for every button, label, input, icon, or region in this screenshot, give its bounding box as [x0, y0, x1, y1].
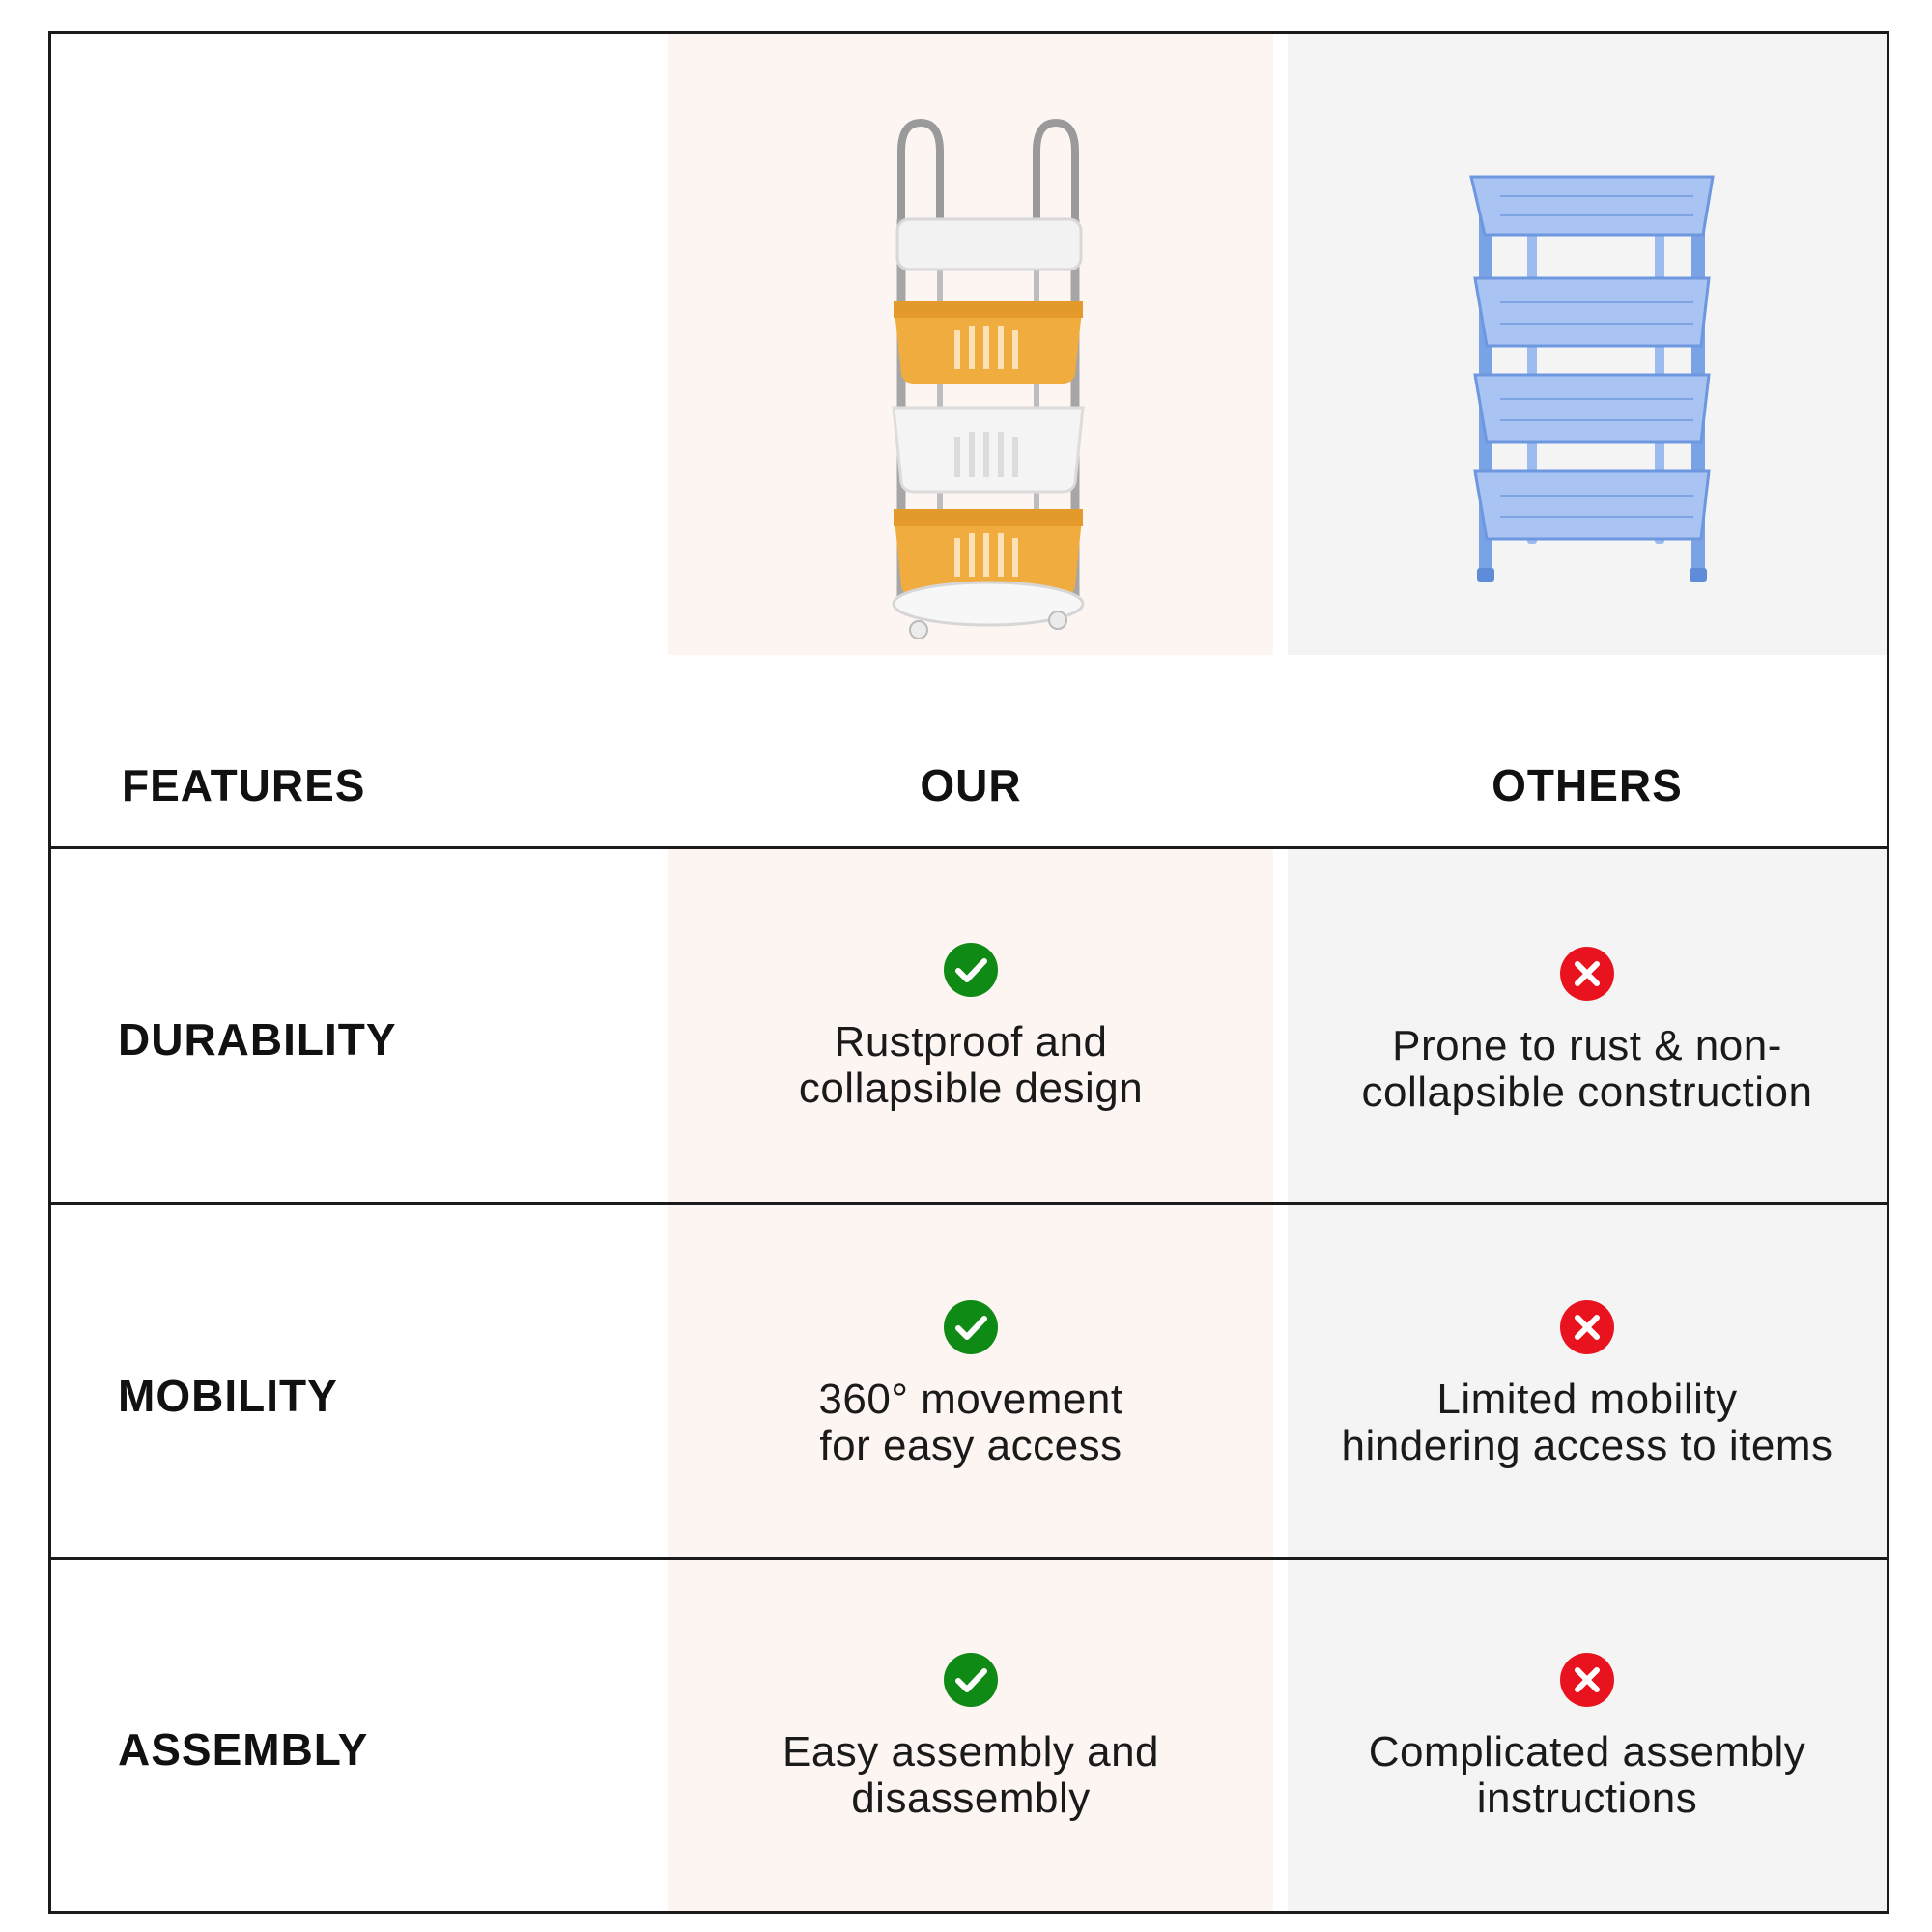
ours-cell-durability: [668, 942, 1273, 1112]
cross-circle-icon: [1559, 1652, 1615, 1708]
header-label-band: [51, 655, 1887, 846]
check-circle-icon: [943, 1652, 999, 1708]
others-header: OTHERS: [1492, 760, 1683, 810]
others-cell-durability: [1288, 946, 1887, 1116]
row-divider: [51, 846, 1887, 849]
cross-circle-icon: [1559, 946, 1615, 1002]
check-circle-icon: [943, 942, 999, 998]
ours-cell-assembly: [668, 1652, 1273, 1822]
feature-label-assembly: ASSEMBLY: [118, 1724, 369, 1775]
others-assembly-text: Complicated assembly instructions: [1368, 1728, 1806, 1822]
row-divider: [51, 1557, 1887, 1560]
others-mobility-text: Limited mobility hindering access to items: [1341, 1376, 1833, 1469]
cross-circle-icon: [1559, 1299, 1615, 1355]
feature-label-mobility: MOBILITY: [118, 1371, 338, 1421]
others-cell-assembly: [1288, 1652, 1887, 1822]
ours-cell-mobility: [668, 1299, 1273, 1469]
others-cell-mobility: [1288, 1299, 1887, 1469]
check-circle-icon: [943, 1299, 999, 1355]
comparison-table: [48, 31, 1889, 1914]
others-product-image: [1462, 157, 1722, 602]
others-durability-text: Prone to rust & non- collapsible construction: [1361, 1022, 1813, 1116]
ours-mobility-text: 360° movement for easy access: [818, 1376, 1123, 1469]
features-header: FEATURES: [122, 760, 366, 810]
feature-label-durability: DURABILITY: [118, 1014, 397, 1065]
ours-durability-text: Rustproof and collapsible design: [798, 1018, 1144, 1112]
ours-product-image: [872, 94, 1104, 654]
ours-header: OUR: [920, 760, 1022, 810]
row-divider: [51, 1202, 1887, 1205]
ours-assembly-text: Easy assembly and disassembly: [781, 1728, 1160, 1822]
